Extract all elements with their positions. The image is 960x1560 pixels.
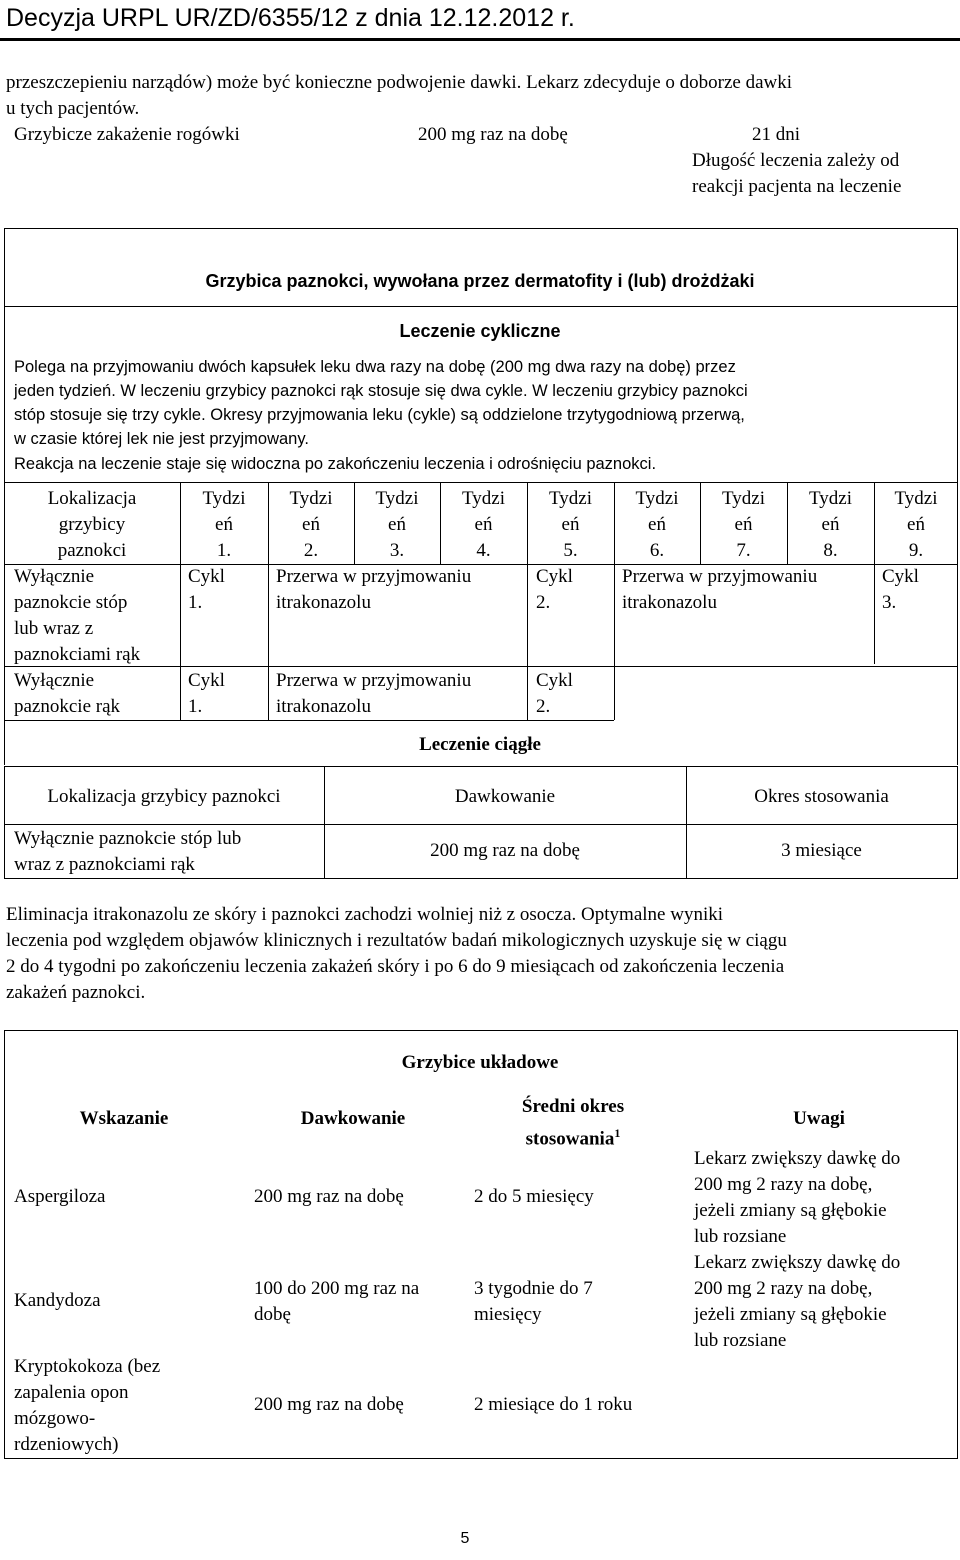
- row-location: paznokciami rąk: [14, 644, 141, 665]
- elimination-text: 2 do 4 tygodni po zakończeniu leczenia zakażeń skóry i po 6 do 9 miesiącach od zakończenia leczenia: [6, 956, 785, 977]
- table-border: [4, 1458, 958, 1459]
- week-header: Tydzi: [462, 488, 505, 509]
- dose: 200 mg raz na dobę: [254, 1394, 404, 1415]
- notes: 200 mg 2 razy na dobę,: [694, 1278, 873, 1299]
- notes: 200 mg 2 razy na dobę,: [694, 1174, 873, 1195]
- week-header: 3.: [389, 540, 405, 561]
- row-location: Wyłącznie: [14, 670, 95, 691]
- dose: dobę: [254, 1304, 291, 1325]
- cornea-duration-note: Długość leczenia zależy od: [692, 150, 900, 171]
- column-header: Uwagi: [793, 1108, 845, 1129]
- notes: jeżeli zmiany są głębokie: [694, 1304, 887, 1325]
- week-header: Tydzi: [809, 488, 852, 509]
- table-border: [4, 1030, 958, 1031]
- cornea-indication: Grzybicze zakażenie rogówki: [14, 124, 240, 145]
- duration: 2 miesiące do 1 roku: [474, 1394, 633, 1415]
- table-border: [957, 766, 958, 879]
- continuous-location: wraz z paznokciami rąk: [14, 854, 195, 875]
- intro-line: u tych pacjentów.: [6, 98, 140, 119]
- location-header: paznokci: [57, 540, 127, 561]
- break-label: itrakonazolu: [276, 696, 371, 717]
- indication: Kryptokokoza (bez: [14, 1356, 161, 1377]
- cycle-label: Cykl: [882, 566, 919, 587]
- break-label: Przerwa w przyjmowaniu: [276, 566, 472, 587]
- continuous-location: Wyłącznie paznokcie stóp lub: [14, 828, 242, 849]
- cornea-dose: 200 mg raz na dobę: [418, 124, 568, 145]
- break-label: Przerwa w przyjmowaniu: [276, 670, 472, 691]
- column-header: Lokalizacja grzybicy paznokci: [47, 786, 281, 807]
- cycle-label: Cykl: [188, 566, 225, 587]
- column-header: Wskazanie: [79, 1108, 169, 1129]
- document-header: Decyzja URPL UR/ZD/6355/12 z dnia 12.12.2012 r.: [6, 4, 575, 32]
- location-header: Lokalizacja: [47, 488, 137, 509]
- row-location: Wyłącznie: [14, 566, 95, 587]
- row-location: paznokcie rąk: [14, 696, 121, 717]
- week-header: eń: [648, 514, 666, 535]
- cyclic-description: w czasie której lek nie jest przyjmowany.: [14, 430, 309, 448]
- week-header: eń: [388, 514, 406, 535]
- week-header: eń: [907, 514, 925, 535]
- duration: 2 do 5 miesięcy: [474, 1186, 594, 1207]
- week-header: Tydzi: [635, 488, 679, 509]
- break-label: itrakonazolu: [276, 592, 371, 613]
- cycle-number: 3.: [882, 592, 897, 613]
- week-header: 9.: [908, 540, 924, 561]
- elimination-text: zakażeń paznokci.: [6, 982, 146, 1003]
- dose: 200 mg raz na dobę: [254, 1186, 404, 1207]
- week-header: Tydzi: [289, 488, 333, 509]
- cycle-number: 2.: [536, 592, 551, 613]
- indication: rdzeniowych): [14, 1434, 119, 1455]
- column-header: stosowania$^1$: [525, 1126, 621, 1150]
- cyclic-treatment-title: Leczenie cykliczne: [399, 321, 561, 341]
- intro-line: przeszczepieniu narządów) może być konieczne podwojenie dawki. Lekarz zdecyduje o doborze dawki: [6, 72, 793, 93]
- column-header: Średni okres: [521, 1096, 625, 1117]
- table-border: [4, 824, 958, 825]
- continuous-period: 3 miesiące: [781, 840, 862, 861]
- elimination-text: leczenia pod względem objawów klinicznych i rezultatów badań mikologicznych uzyskuje się w ciągu: [6, 930, 787, 951]
- grid-line: [4, 720, 614, 721]
- cycle-label: Cykl: [536, 670, 573, 691]
- grid-line: [4, 666, 958, 667]
- duration: miesięcy: [474, 1304, 542, 1325]
- cornea-duration: 21 dni: [752, 124, 801, 145]
- week-header: Tydzi: [375, 488, 419, 509]
- indication: zapalenia opon: [14, 1382, 129, 1403]
- dose: 100 do 200 mg raz na: [254, 1278, 420, 1299]
- table-border: [4, 228, 958, 229]
- cornea-duration-note: reakcji pacjenta na leczenie: [692, 176, 902, 197]
- column-header: Dawkowanie: [454, 786, 556, 807]
- row-location: paznokcie stóp: [14, 592, 128, 613]
- continuous-title: Leczenie ciągłe: [419, 734, 541, 755]
- week-header: 2.: [303, 540, 319, 561]
- continuous-dose: 200 mg raz na dobę: [430, 840, 580, 861]
- grid-line: [4, 482, 958, 483]
- week-header: eń: [474, 514, 493, 535]
- week-header: eń: [215, 514, 233, 535]
- table-border: [957, 1030, 958, 1459]
- week-header: Tydzi: [202, 488, 246, 509]
- cycle-label: Cykl: [536, 566, 573, 587]
- cyclic-description: stóp stosuje się trzy cykle. Okresy przyjmowania leku (cykle) są oddzielone trzytygodniową przerwą,: [14, 406, 745, 424]
- onychomycosis-title: Grzybica paznokci, wywołana przez dermatofity i (lub) drożdżaki: [205, 271, 755, 291]
- break-label: itrakonazolu: [622, 592, 717, 613]
- week-header: 4.: [476, 540, 491, 561]
- cycle-label: Cykl: [188, 670, 225, 691]
- notes: Lekarz zwiększy dawkę do: [694, 1148, 901, 1169]
- notes: lub rozsiane: [694, 1330, 787, 1351]
- cyclic-description: jeden tydzień. W leczeniu grzybicy paznokci rąk stosuje się dwa cykle. W leczeniu grzybicy paznokci: [14, 382, 748, 400]
- location-header: grzybicy: [58, 514, 126, 535]
- week-header: 5.: [563, 540, 578, 561]
- cyclic-description: Reakcja na leczenie staje się widoczna po zakończeniu leczenia i odrośnięciu paznokci.: [14, 455, 657, 473]
- week-header: 8.: [823, 540, 838, 561]
- week-header: 6.: [649, 540, 665, 561]
- table-border: [4, 766, 958, 767]
- cyclic-description: Polega na przyjmowaniu dwóch kapsułek leku dwa razy na dobę (200 mg dwa razy na dobę) przez: [14, 358, 736, 376]
- notes: Lekarz zwiększy dawkę do: [694, 1252, 901, 1273]
- week-header: eń: [302, 514, 320, 535]
- cycle-number: 1.: [188, 696, 203, 717]
- indication: Kandydoza: [14, 1290, 101, 1311]
- systemic-title: Grzybice układowe: [401, 1052, 559, 1073]
- week-header: eń: [821, 514, 840, 535]
- indication: mózgowo-: [14, 1408, 96, 1429]
- cycle-number: 2.: [536, 696, 551, 717]
- break-label: Przerwa w przyjmowaniu: [622, 566, 818, 587]
- row-location: lub wraz z: [14, 618, 94, 639]
- table-border: [4, 306, 958, 307]
- table-border: [4, 766, 5, 879]
- column-header: Okres stosowania: [754, 786, 889, 807]
- indication: Aspergiloza: [14, 1186, 106, 1207]
- page-number: 5: [460, 1530, 470, 1547]
- notes: lub rozsiane: [694, 1226, 787, 1247]
- column-header: Dawkowanie: [300, 1108, 406, 1129]
- week-header: 1.: [216, 540, 232, 561]
- week-header: Tydzi: [549, 488, 592, 509]
- table-border: [4, 1030, 5, 1459]
- elimination-text: Eliminacja itrakonazolu ze skóry i paznokci zachodzi wolniej niż z osocza. Optymalne wyniki: [6, 904, 723, 925]
- header-rule: [0, 38, 960, 41]
- week-header: 7.: [736, 540, 751, 561]
- week-header: eń: [561, 514, 580, 535]
- notes: jeżeli zmiany są głębokie: [694, 1200, 887, 1221]
- week-header: Tydzi: [894, 488, 938, 509]
- cycle-number: 1.: [188, 592, 203, 613]
- week-header: eń: [734, 514, 753, 535]
- duration: 3 tygodnie do 7: [474, 1278, 593, 1299]
- week-header: Tydzi: [722, 488, 765, 509]
- table-border: [4, 878, 958, 879]
